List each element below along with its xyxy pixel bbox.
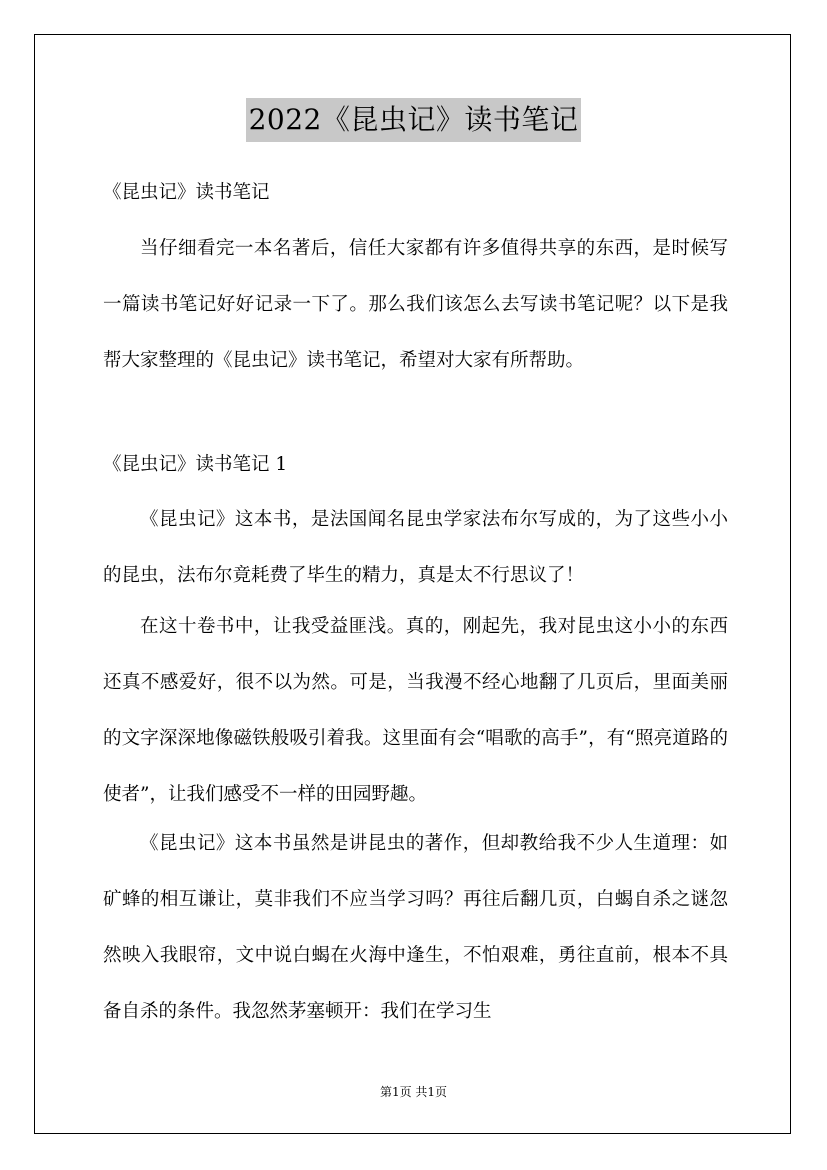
- paragraph-3: 《昆虫记》这本书虽然是讲昆虫的著作，但却教给我不少人生道理：如矿蜂的相互谦让，莫非我们不应当学习吗？再往后翻几页，白蝎自杀之谜忽然映入我眼帘，文中说白蝎在火海中逢生，不怕艰难，勇往直前，根本不具备自杀的条件。我忽然茅塞顿开：我们在学习生: [103, 833, 728, 1022]
- heading-intro: 《昆虫记》读书笔记: [103, 182, 270, 203]
- document-title: 2022《昆虫记》读书笔记: [246, 98, 582, 142]
- paragraph-2: 在这十卷书中，让我受益匪浅。真的，刚起先，我对昆虫这小小的东西还真不感爱好，很不以为然。可是，当我漫不经心地翻了几页后，里面美丽的文字深深地像磁铁般吸引着我。这里面有会“唱歌的高手”，有“照亮道路的使者”，让我们感受不一样的田园野趣。: [103, 616, 728, 805]
- page-footer: 第1页 共1页: [379, 1085, 448, 1099]
- paragraph-intro: 当仔细看完一本名著后，信任大家都有许多值得共享的东西，是时候写一篇读书笔记好好记录一下了。那么我们该怎么去写读书笔记呢？以下是我帮大家整理的《昆虫记》读书笔记，希望对大家有所帮助。: [103, 238, 728, 371]
- title-block: [0, 98, 827, 142]
- paragraph-1: 《昆虫记》这本书，是法国闻名昆虫学家法布尔写成的，为了这些小小的昆虫，法布尔竟耗费了毕生的精力，真是太不行思议了！: [103, 509, 728, 586]
- heading-note-1: 《昆虫记》读书笔记 1: [103, 454, 288, 475]
